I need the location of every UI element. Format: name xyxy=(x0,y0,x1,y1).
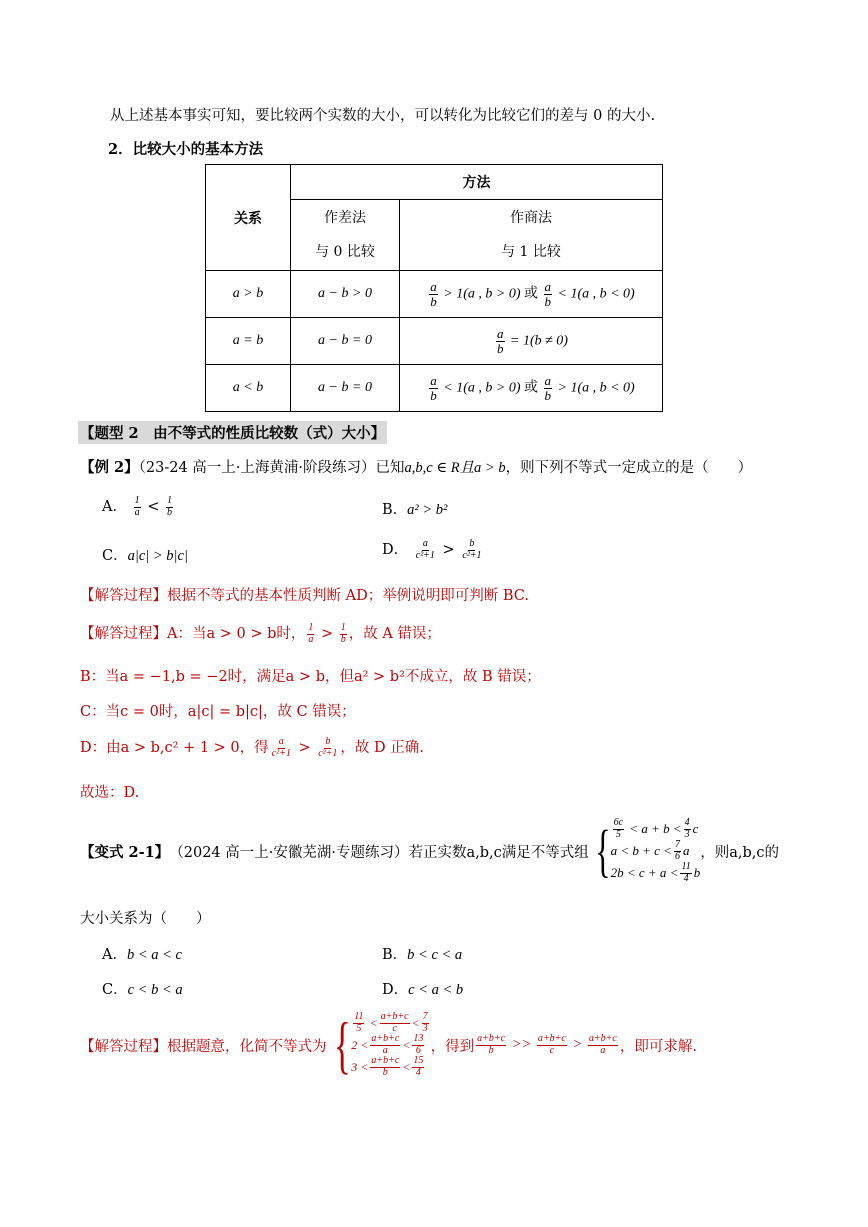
option-a: A． $\frac{1}{a}$ < $\frac{1}{b}$ xyxy=(102,495,172,518)
variant-option-a-letter: A． xyxy=(102,947,127,963)
option-c xyxy=(102,544,188,565)
variant-tag: 【变式 2-1】 xyxy=(80,843,170,861)
example-condition: a,b,c ∈ R且a > b xyxy=(404,460,506,476)
table-row xyxy=(206,365,663,412)
solution-step-a: 【解答过程】A：当a > 0 > b时， $\frac{1}{a}$ > $\frac{1}{b}$ ，故 A 错误； xyxy=(80,622,441,645)
solution-answer: 故选：D. xyxy=(80,785,140,801)
comparison-methods-table xyxy=(205,164,663,412)
variant-option-c-expression: c < b < a xyxy=(127,982,183,998)
relation-cell: a = b xyxy=(206,318,291,365)
variant-option-d-expression: c < a < b xyxy=(408,982,464,998)
example-question xyxy=(80,456,752,477)
variant-option-b-expression: b < c < a xyxy=(407,947,463,963)
header-quotient-method xyxy=(400,200,663,271)
table-row xyxy=(206,318,663,365)
quotient-cell: $\frac{a}{b}$ = 1(b ≠ 0) xyxy=(400,318,663,365)
solution-idea-text: 根据不等式的基本性质判断 AD；举例说明即可判断 BC. xyxy=(167,588,529,604)
variant-solution-tail: ，即可求解. xyxy=(619,1038,697,1055)
variant-option-d-letter: D． xyxy=(382,982,409,998)
solution-a-text: A：当a > 0 > b时， xyxy=(167,626,306,642)
option-d: D． $\frac{a}{\text{c²+1}}$ > $\frac{b}{\text{c²+1}}$ xyxy=(382,538,482,561)
variant-solution-text: 根据题意，化简不等式为 xyxy=(167,1038,327,1055)
variant-option-c xyxy=(102,978,183,999)
variant-option-b xyxy=(382,943,462,964)
example-tag: 【例 2】 xyxy=(80,459,139,476)
variant-option-a xyxy=(102,943,182,964)
relation-cell: a < b xyxy=(206,365,291,412)
quotient-method-note: 与 1 比较 xyxy=(501,244,561,260)
header-relation: 关系 xyxy=(206,165,291,271)
quotient-method-label: 作商法 xyxy=(510,210,552,226)
inequality-system: { $\frac{6c}{5}$ < a + b < $\frac{4}{3}$ c a < b + c < $\frac{7}{6}$ a 2b < c + a < $\frac{11}{4}$ b xyxy=(595,817,701,884)
difference-cell: a − b = 0 xyxy=(291,318,400,365)
variant-text: （2024 高一上·安徽芜湖·专题练习）若正实数a,b,c满足不等式组 xyxy=(169,844,589,861)
variant-solution-mid: ，得到 xyxy=(430,1038,475,1055)
example-source: （23-24 高一上·上海黄浦·阶段练习）已知 xyxy=(138,460,405,476)
topic-banner: 【题型 2 由不等式的性质比较数（式）大小】 xyxy=(78,421,387,444)
variant-tail: ，则a,b,c的 xyxy=(700,844,779,861)
difference-method-note: 与 0 比较 xyxy=(315,244,375,260)
option-d-letter: D． xyxy=(382,542,409,558)
variant-option-d xyxy=(382,978,463,999)
variant-solution-label: 【解答过程】 xyxy=(80,1038,167,1055)
quotient-cell: $\frac{a}{b}$ > 1(a , b > 0) 或 $\frac{a}{b}$ < 1(a , b < 0) xyxy=(400,271,663,318)
difference-method-label: 作差法 xyxy=(324,210,366,226)
option-a-letter: A． xyxy=(102,499,127,515)
example-tail: ，则下列不等式一定成立的是（ ） xyxy=(505,460,753,476)
relation-cell: a > b xyxy=(206,271,291,318)
variant-question xyxy=(80,818,779,884)
option-b-expression: a² > b² xyxy=(407,502,448,518)
solution-step-d: D：由a > b,c² + 1 > 0，得 $\frac{a}{\text{c²+1}}$ > $\frac{b}{\text{c²+1}}$ ，故 D 正确. xyxy=(80,736,424,759)
ordering-expression: $\frac{a+b+c}{b}$ >> $\frac{a+b+c}{c}$ > $\frac{a+b+c}{a}$ xyxy=(477,1033,617,1056)
simplified-system: { $\frac{11}{5}$ < $\frac{a+b+c}{c}$ < $\frac{7}{3}$ 2 < $\frac{a+b+c}{a}$ < $\frac{13}{6}$ 3 < $\frac{a+b+c}{b}$ < $\frac{15}{4}$ xyxy=(333,1009,428,1080)
option-b xyxy=(382,498,447,519)
difference-cell: a − b > 0 xyxy=(291,271,400,318)
section-heading: 2．比较大小的基本方法 xyxy=(108,141,264,158)
solution-idea xyxy=(80,584,529,605)
variant-option-b-letter: B． xyxy=(382,947,408,963)
solution-d-conclusion: ，故 D 正确. xyxy=(340,740,424,756)
difference-cell: a − b = 0 xyxy=(291,365,400,412)
variant-option-c-letter: C． xyxy=(102,982,128,998)
option-b-letter: B． xyxy=(382,502,408,518)
header-method: 方法 xyxy=(291,165,663,200)
solution-a-conclusion: ，故 A 错误； xyxy=(348,626,441,642)
table-row xyxy=(206,271,663,318)
solution-step-c: C：当c = 0时，a|c| = b|c|，故 C 错误； xyxy=(80,704,356,720)
option-c-expression: a|c| > b|c| xyxy=(127,548,188,564)
variant-solution xyxy=(80,1009,697,1080)
variant-line2: 大小关系为（ ） xyxy=(80,911,211,927)
solution-d-text: D：由a > b,c² + 1 > 0，得 xyxy=(80,740,269,756)
solution-process-label: 【解答过程】 xyxy=(80,626,167,642)
solution-idea-label: 【解答过程】 xyxy=(80,588,167,604)
variant-option-a-expression: b < a < c xyxy=(126,947,182,963)
option-c-letter: C． xyxy=(102,548,128,564)
header-difference-method xyxy=(291,200,400,271)
quotient-cell: $\frac{a}{b}$ < 1(a , b > 0) 或 $\frac{a}{b}$ > 1(a , b < 0) xyxy=(400,365,663,412)
intro-paragraph: 从上述基本事实可知，要比较两个实数的大小，可以转化为比较它们的差与 0 的大小. xyxy=(110,108,656,124)
solution-step-b: B：当a = −1,b = −2时，满足a > b，但a² > b²不成立，故 B 错误； xyxy=(80,669,541,685)
